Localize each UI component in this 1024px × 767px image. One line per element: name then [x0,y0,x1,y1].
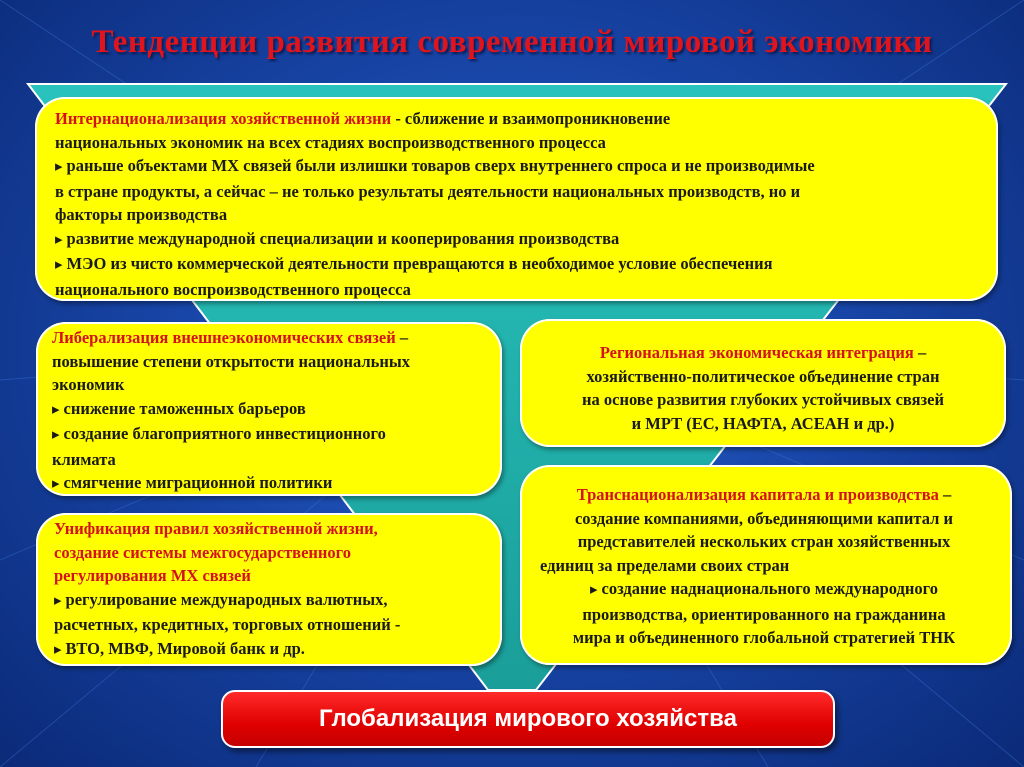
regional-line-3: и МРТ (ЕС, НАФТА, АСЕАН и др.) [631,413,895,433]
internationalization-bullet-1-cont: в стране продукты, а сейчас – не только результаты деятельности национальных производств, но и [55,181,801,201]
internationalization-bullet-1: ▸ раньше объектами МХ связей были излишки товаров сверх внутреннего спроса и не производимые [55,154,978,180]
regional-line-2: на основе развития глубоких устойчивых связей [581,390,944,409]
transnational-heading: Транснационализация капитала и производства [576,485,939,504]
regional-dash: – [913,343,927,362]
internationalization-bullet-3-cont: национального воспроизводственного процесса [55,279,411,299]
unification-bullet-2: ▸ ВТО, МВФ, Мировой банк и др. [54,637,486,663]
liberalization-dash: – [395,328,409,347]
liberalization-definition-cont: экономик [52,375,125,394]
internationalization-bullet-3: ▸ МЭО из чисто коммерческой деятельности превращаются в необходимое условие обеспечения [55,252,978,278]
globalization-result-banner: Глобализация мирового хозяйства [221,690,835,748]
internationalization-definition-cont: национальных экономик на всех стадиях воспроизводственного процесса [55,132,606,152]
transnational-line-2: представителей нескольких стран хозяйственных [577,532,951,551]
transnationalization-box [520,465,1012,665]
unification-heading-2: создание системы межгосударственного [54,542,351,562]
unification-heading-1: Унификация правил хозяйственной жизни, [54,519,378,538]
liberalization-definition: повышение степени открытости национальных [52,351,411,371]
transnational-dash: – [938,485,952,504]
internationalization-bullet-1-end: факторы производства [55,205,228,224]
unification-heading-3: регулирования МХ связей [54,566,251,585]
unification-box [36,513,502,666]
liberalization-bullet-2: ▸ создание благоприятного инвестиционного [52,422,486,448]
internationalization-heading: Интернационализация хозяйственной жизни [55,109,392,128]
regional-integration-box [520,319,1006,447]
slide-title: Тенденции развития современной мировой экономики [91,24,933,60]
liberalization-bullet-3: ▸ смягчение миграционной политики [52,471,486,497]
liberalization-bullet-1: ▸ снижение таможенных барьеров [52,397,486,423]
liberalization-bullet-2-cont: климата [52,449,116,469]
transnational-bullet-1-end: мира и объединенного глобальной стратегией ТНК [572,628,956,647]
transnational-bullet-1: ▸ создание наднационального международного [532,577,996,603]
internationalization-box [35,97,998,301]
liberalization-box [36,322,502,496]
internationalization-bullet-2: ▸ развитие международной специализации и кооперирования производства [55,227,978,253]
transnational-line-1: создание компаниями, объединяющими капитал и [574,508,954,528]
unification-bullet-1-cont: расчетных, кредитных, торговых отношений - [54,615,401,634]
liberalization-heading: Либерализация внешнеэкономических связей [52,328,396,347]
transnational-line-3: единиц за пределами своих стран [540,555,790,575]
unification-bullet-1: ▸ регулирование международных валютных, [54,588,486,614]
internationalization-definition: - сближение и взаимопроникновение [391,109,671,128]
regional-heading: Региональная экономическая интеграция [599,343,914,362]
transnational-bullet-1-cont: производства, ориентированного на гражданина [582,604,946,624]
regional-line-1: хозяйственно-политическое объединение стран [586,366,940,386]
